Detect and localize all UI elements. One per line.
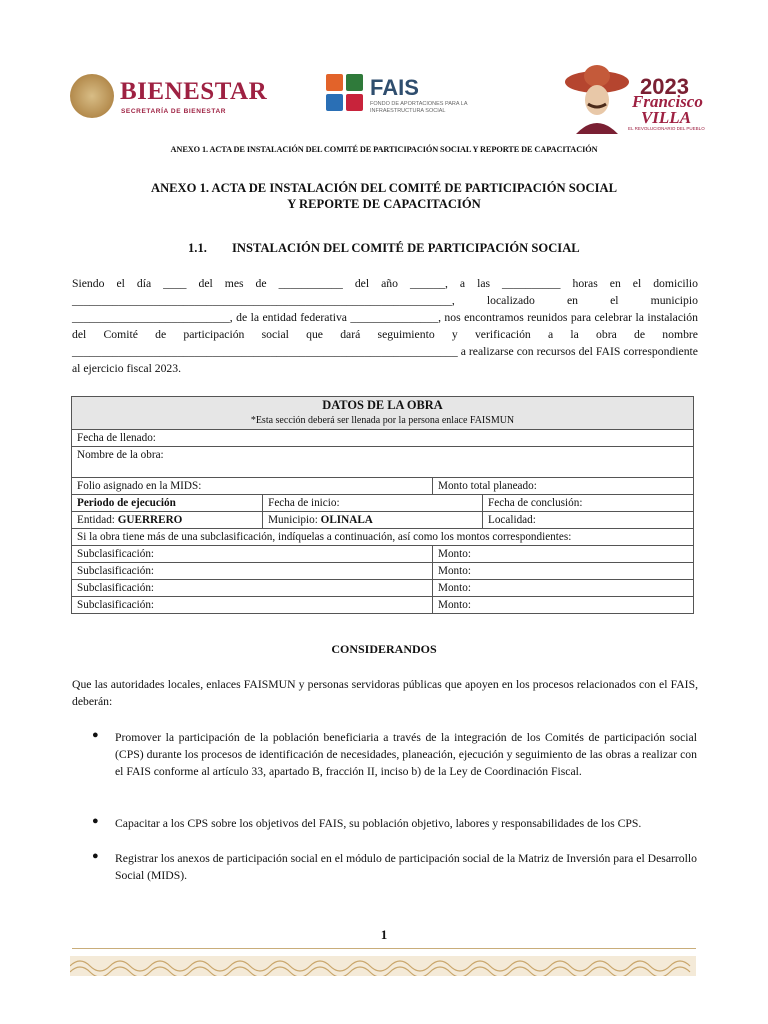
fais-logo-subtitle: FONDO DE APORTACIONES PARA LA INFRAESTRUCTURA SOCIAL [370,101,468,114]
municipio-value: OLINALA [320,513,373,526]
running-head: ANEXO 1. ACTA DE INSTALACIÓN DEL COMITÉ DE PARTICIPACIÓN SOCIAL Y REPORTE DE CAPACITACIÓN [170,145,598,154]
monto-total-field[interactable]: Monto total planeado: [433,478,694,495]
considerandos-intro: Que las autoridades locales, enlaces FAISMUN y personas servidoras públicas que apoyen en los procesos relacionados con el FAIS, deberán: [72,678,698,708]
monto-field[interactable]: Monto: [433,546,694,563]
villa-slogan: EL REVOLUCIONARIO DEL PUEBLO [628,126,705,131]
title-line-2: Y REPORTE DE CAPACITACIÓN [287,197,481,211]
villa-name-last: VILLA [640,108,692,127]
document-title [0,180,768,212]
subclass-field[interactable]: Subclasificación: [72,580,433,597]
subclass-field[interactable]: Subclasificación: [72,563,433,580]
fais-logo-title: FAIS [370,75,419,100]
periodo-label: Periodo de ejecución [72,495,263,512]
subclass-note: Si la obra tiene más de una subclasificación, indíquelas a continuación, así como los montos correspondientes: [72,529,694,546]
table-header [72,397,694,430]
bienestar-logo-subtitle: SECRETARÍA DE BIENESTAR [121,108,227,115]
localidad-field[interactable]: Localidad: [483,512,694,529]
bullet-item: Promover la participación de la población beneficiaria a través de la integración de los Comités de participación social (CPS) durante los procesos de identificación de necesidades, planeación, ejecución y seguimiento de las obras a realizar con el FAIS conforme al artículo 33, apartado B, fracción II, inciso b) de la Ley de Coordinación Fiscal. [115,731,697,778]
folio-field[interactable]: Folio asignado en la MIDS: [72,478,433,495]
monto-field[interactable]: Monto: [433,563,694,580]
villa-year: 2023 [640,74,689,99]
bullet-item: Capacitar a los CPS sobre los objetivos del FAIS, su población objetivo, labores y responsabilidades de los CPS. [115,817,642,830]
fecha-conclusion-field[interactable]: Fecha de conclusión: [483,495,694,512]
section-heading [188,241,580,256]
entidad-field[interactable] [72,512,263,529]
datos-obra-table [71,396,694,614]
fecha-inicio-field[interactable]: Fecha de inicio: [263,495,483,512]
municipio-label: Municipio: [268,513,318,526]
table-subheading: *Esta sección deberá ser llenada por la persona enlace FAISMUN [250,415,515,426]
francisco-villa-portrait-icon [564,62,630,134]
bienestar-emblem-icon [70,74,114,118]
bienestar-logo-title: BIENESTAR [120,78,268,105]
villa-name-first: Francisco [632,92,703,111]
section-title: INSTALACIÓN DEL COMITÉ DE PARTICIPACIÓN SOCIAL [232,241,580,255]
nombre-obra-field[interactable]: Nombre de la obra: [72,447,694,478]
monto-field[interactable]: Monto: [433,580,694,597]
footer-divider [72,948,696,949]
decorative-footer-pattern-icon [70,956,696,976]
villa-name [632,92,703,127]
bullet-icon: ● [92,815,99,827]
fecha-llenado-field[interactable]: Fecha de llenado: [72,430,694,447]
installation-paragraph: Siendo el día ____ del mes de ___________ del año ______, a las __________ horas en el domicilio _________________________________________________________________, localizado en el municipio ___________________________, de la entidad federativa _______________, nos encontramos reunidos para celebrar la instalación del Comité de participación social que dará seguimiento y verificación a la obra de nombre __________________________________________________________________ a realizarse con recursos del FAIS correspondiente al ejercicio fiscal 2023. [72,277,698,375]
section-number: 1.1. [188,241,207,255]
bullet-icon: ● [92,850,99,862]
page-number: 1 [380,927,388,942]
fais-logo-icon [326,74,364,112]
municipio-field[interactable] [263,512,483,529]
title-line-1: ANEXO 1. ACTA DE INSTALACIÓN DEL COMITÉ DE PARTICIPACIÓN SOCIAL [150,181,618,195]
monto-field[interactable]: Monto: [433,597,694,614]
bullet-item: Registrar los anexos de participación social en el módulo de participación social de la Matriz de Inversión para el Desarrollo Social (MIDS). [115,852,697,882]
subclass-field[interactable]: Subclasificación: [72,597,433,614]
entidad-value: GUERRERO [117,513,183,526]
considerandos-heading: CONSIDERANDOS [331,642,437,656]
entidad-label: Entidad: [77,513,115,526]
subclass-field[interactable]: Subclasificación: [72,546,433,563]
bullet-icon: ● [92,729,99,741]
table-heading: DATOS DE LA OBRA [322,398,443,412]
